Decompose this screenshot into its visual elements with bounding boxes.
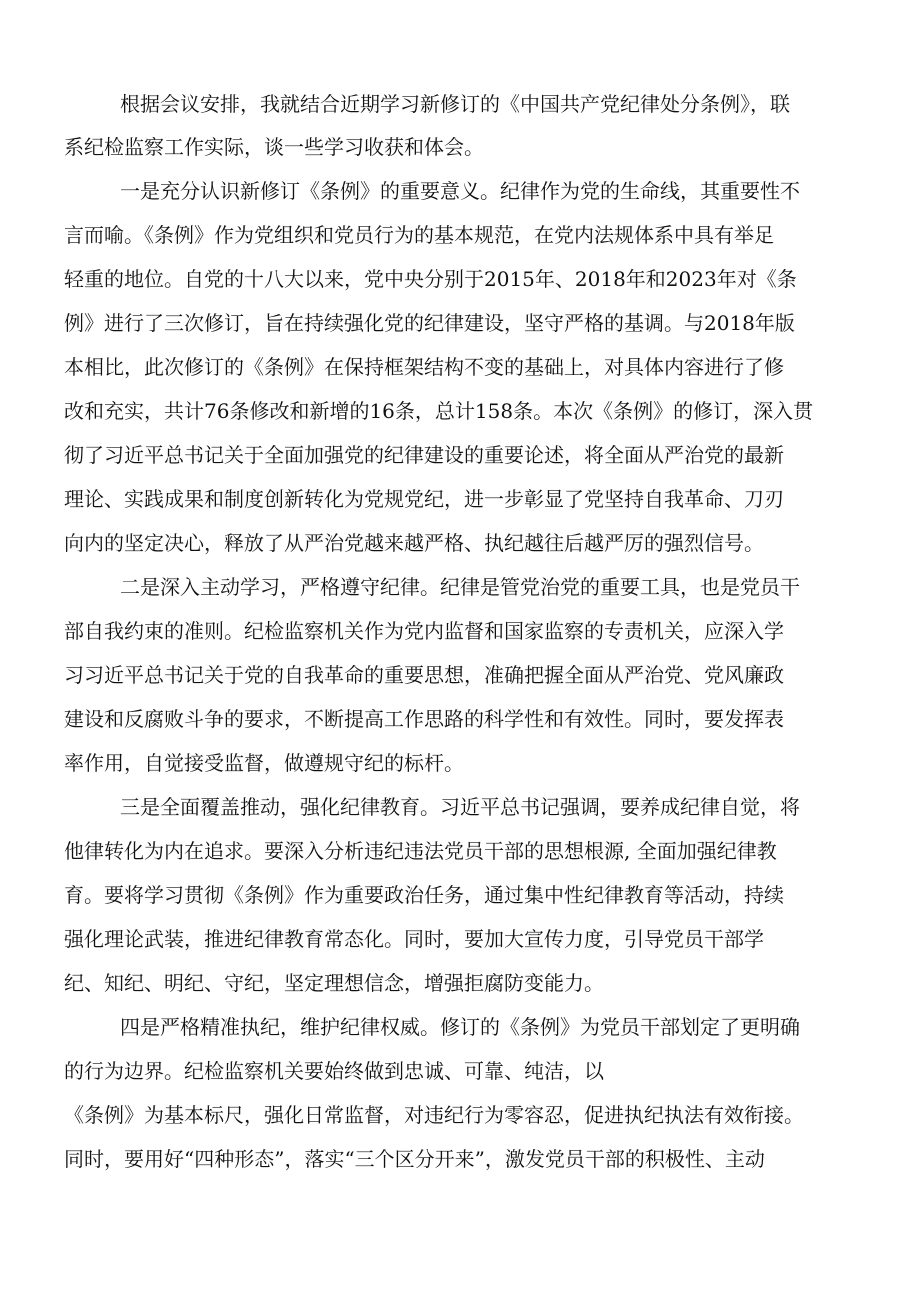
text-line: 根据会议安排，我就结合近期学习新修订的《中国共产党纪律处分条例》，联	[120, 92, 790, 116]
text-line: 育。要将学习贯彻《条例》作为重要政治任务，通过集中性纪律教育等活动，持续	[64, 883, 784, 907]
text-line: 《条例》为基本标尺，强化日常监督，对违纪行为零容忍，促进执纪执法有效衔接。	[64, 1103, 804, 1127]
text-line: 部自我约束的准则。纪检监察机关作为党内监督和国家监察的专责机关，应深入学	[64, 619, 784, 643]
text-line: 三是全面覆盖推动，强化纪律教育。习近平总书记强调，要养成纪律自觉，将	[120, 795, 800, 819]
text-line: 例》进行了三次修订，旨在持续强化党的纪律建设，坚守严格的基调。与2018年版	[64, 311, 795, 335]
text-line: 本相比，此次修订的《条例》在保持框架结构不变的基础上，对具体内容进行了修	[64, 355, 784, 379]
text-line: 彻了习近平总书记关于全面加强党的纪律建设的重要论述，将全面从严治党的最新	[64, 443, 784, 467]
text-line: 理论、实践成果和制度创新转化为党规党纪，进一步彰显了党坚持自我革命、刀刃	[64, 487, 784, 511]
text-line: 强化理论武装，推进纪律教育常态化。同时，要加大宣传力度，引导党员干部学	[64, 927, 764, 951]
text-line: 建设和反腐败斗争的要求，不断提高工作思路的科学性和有效性。同时，要发挥表	[64, 707, 784, 731]
text-line: 向内的坚定决心，释放了从严治党越来越严格、执纪越往后越严厉的强烈信号。	[64, 531, 764, 555]
text-line: 同时，要用好“四种形态”，落实“三个区分开来”，激发党员干部的积极性、主动	[64, 1147, 765, 1171]
text-line: 四是严格精准执纪，维护纪律权威。修订的《条例》为党员干部划定了更明确	[120, 1015, 800, 1039]
text-line: 言而喻。《条例》作为党组织和党员行为的基本规范，在党内法规体系中具有举足	[64, 223, 774, 247]
text-line: 习习近平总书记关于党的自我革命的重要思想，准确把握全面从严治党、党风廉政	[64, 663, 784, 687]
text-line: 的行为边界。纪检监察机关要始终做到忠诚、可靠、纯洁，以	[64, 1059, 604, 1083]
text-line: 率作用，自觉接受监督，做遵规守纪的标杆。	[64, 751, 464, 775]
text-line: 系纪检监察工作实际，谈一些学习收获和体会。	[64, 135, 484, 159]
text-line: 他律转化为内在追求。要深入分析违纪违法党员干部的思想根源, 全面加强纪律教	[64, 839, 777, 863]
text-line: 纪、知纪、明纪、守纪，坚定理想信念，增强拒腐防变能力。	[64, 971, 604, 995]
text-line: 改和充实，共计76条修改和新增的16条，总计158条。本次《条例》的修订，深入贯	[64, 399, 814, 423]
text-line: 轻重的地位。自党的十八大以来，党中央分别于2015年、2018年和2023年对《条	[64, 267, 797, 291]
text-line: 一是充分认识新修订《条例》的重要意义。纪律作为党的生命线，其重要性不	[120, 179, 800, 203]
text-line: 二是深入主动学习，严格遵守纪律。纪律是管党治党的重要工具，也是党员干	[120, 575, 800, 599]
